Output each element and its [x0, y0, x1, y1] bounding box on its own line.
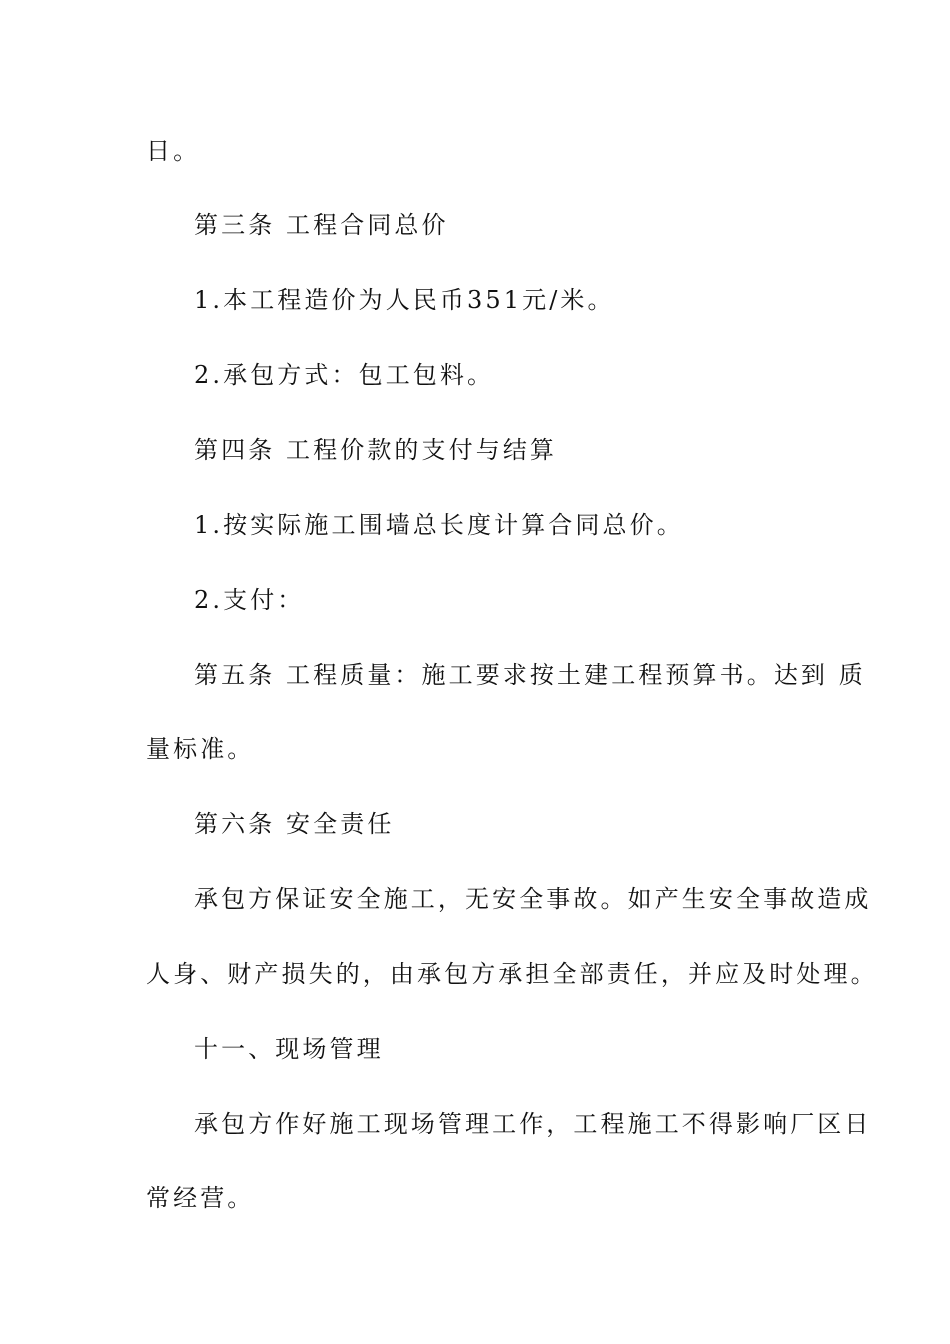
article-4-item-2: 2.支付：: [194, 586, 305, 614]
article-5-paragraph-line-1: 第五条 工程质量：施工要求按土建工程预算书。达到 质: [194, 661, 866, 689]
article-5-paragraph-line-2: 量标准。: [146, 735, 255, 763]
article-3-item-1: 1.本工程造价为人民币351元/米。: [194, 286, 615, 314]
article-4-heading: 第四条 工程价款的支付与结算: [194, 436, 558, 464]
section-11-paragraph-line-2: 常经营。: [146, 1184, 255, 1212]
section-11-heading: 十一、现场管理: [194, 1035, 384, 1063]
section-11-paragraph-line-1: 承包方作好施工现场管理工作，工程施工不得影响厂区日: [194, 1110, 872, 1138]
article-6-paragraph-line-2: 人身、财产损失的，由承包方承担全部责任，并应及时处理。: [146, 960, 878, 988]
article-4-item-1: 1.按实际施工围墙总长度计算合同总价。: [194, 511, 684, 539]
text-line-continuation: 日。: [146, 137, 201, 165]
article-6-heading: 第六条 安全责任: [194, 810, 395, 838]
article-3-item-2: 2.承包方式：包工包料。: [194, 361, 495, 389]
article-3-heading: 第三条 工程合同总价: [194, 211, 449, 239]
article-6-paragraph-line-1: 承包方保证安全施工，无安全事故。如产生安全事故造成: [194, 885, 872, 913]
